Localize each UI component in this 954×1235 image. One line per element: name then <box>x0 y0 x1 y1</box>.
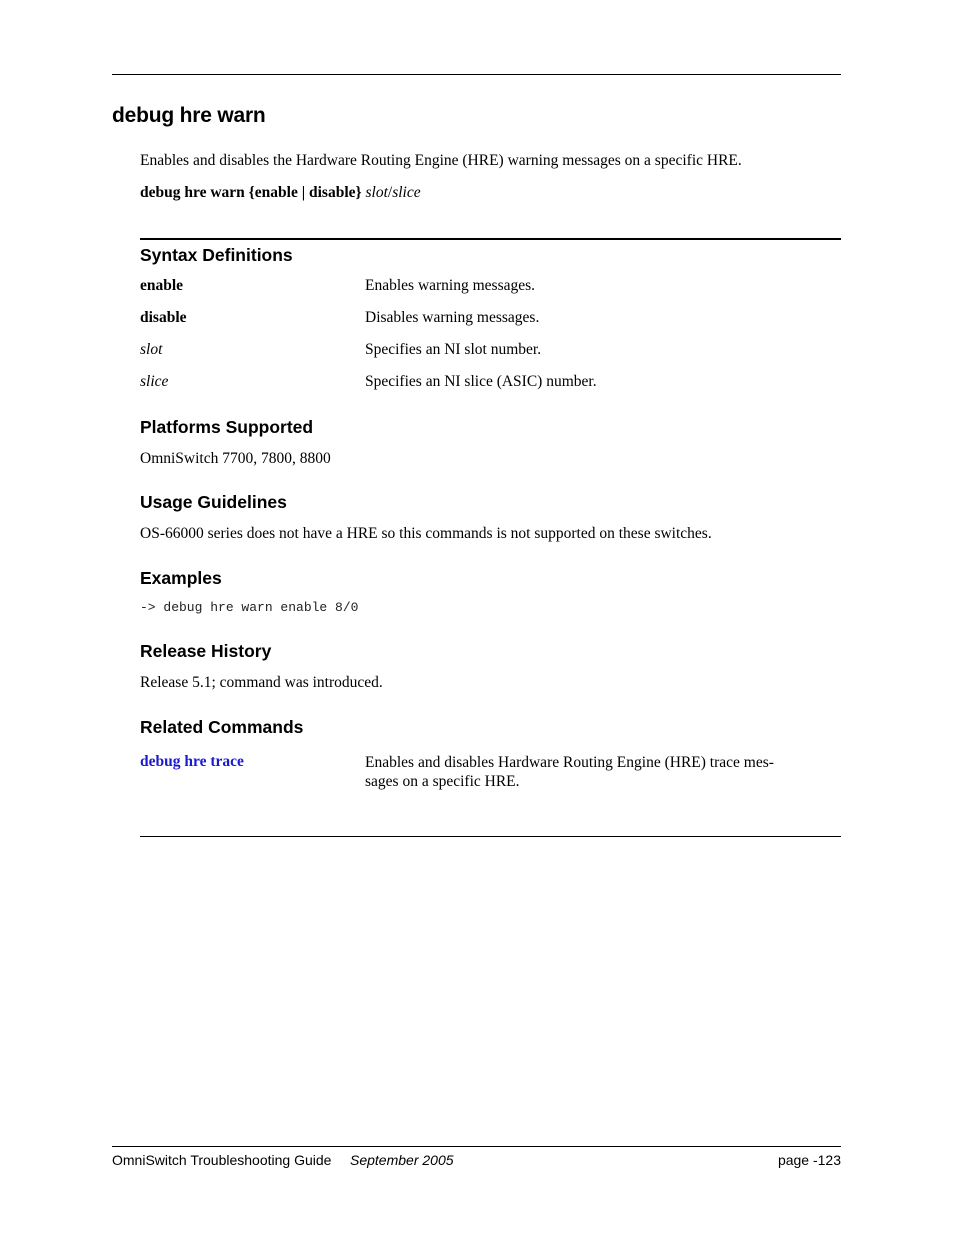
platforms-text: OmniSwitch 7700, 7800, 8800 <box>140 450 331 467</box>
related-command-link-debug-hre-trace[interactable]: debug hre trace <box>140 753 244 770</box>
definition-term-slice: slice <box>140 373 169 390</box>
usage-text: OS-66000 series does not have a HRE so this commands is not supported on these switches. <box>140 525 712 542</box>
related-command-description-line-1: Enables and disables Hardware Routing Engine (HRE) trace mes- <box>365 754 774 771</box>
page-title: debug hre warn <box>112 104 266 127</box>
syntax-param-slice: slice <box>392 184 421 201</box>
examples-heading: Examples <box>140 568 222 588</box>
release-history-text: Release 5.1; command was introduced. <box>140 674 383 691</box>
command-syntax <box>140 183 421 202</box>
footer-date: September 2005 <box>350 1152 454 1168</box>
definition-term-enable: enable <box>140 277 184 294</box>
syntax-param-slot: slot <box>365 184 388 201</box>
syntax-section-rule <box>140 238 841 240</box>
definition-text-enable: Enables warning messages. <box>365 277 536 294</box>
syntax-separator: / <box>387 184 393 201</box>
definition-text-slice: Specifies an NI slice (ASIC) number. <box>365 373 597 390</box>
footer-guide-title: OmniSwitch Troubleshooting Guide <box>112 1152 332 1168</box>
usage-heading: Usage Guidelines <box>140 492 287 512</box>
definition-text-slot: Specifies an NI slot number. <box>365 341 542 358</box>
platforms-heading: Platforms Supported <box>140 417 314 437</box>
related-commands-heading: Related Commands <box>140 717 304 737</box>
definition-term-disable: disable <box>140 309 187 326</box>
command-description: Enables and disables the Hardware Routing Engine (HRE) warning messages on a specific HRE. <box>140 152 742 169</box>
definition-term-slot: slot <box>140 341 163 358</box>
header-rule <box>112 74 841 75</box>
definition-text-disable: Disables warning messages. <box>365 309 540 326</box>
footer-rule <box>112 1146 841 1147</box>
section-end-rule <box>140 836 841 837</box>
syntax-keywords: debug hre warn {enable | disable} <box>140 184 362 201</box>
syntax-definitions-heading: Syntax Definitions <box>140 245 293 265</box>
example-code: -> debug hre warn enable 8/0 <box>140 600 359 615</box>
release-history-heading: Release History <box>140 641 272 661</box>
related-command-description-line-2: sages on a specific HRE. <box>365 773 520 790</box>
footer-page-number: page -123 <box>777 1152 841 1168</box>
related-command-description <box>365 753 835 791</box>
